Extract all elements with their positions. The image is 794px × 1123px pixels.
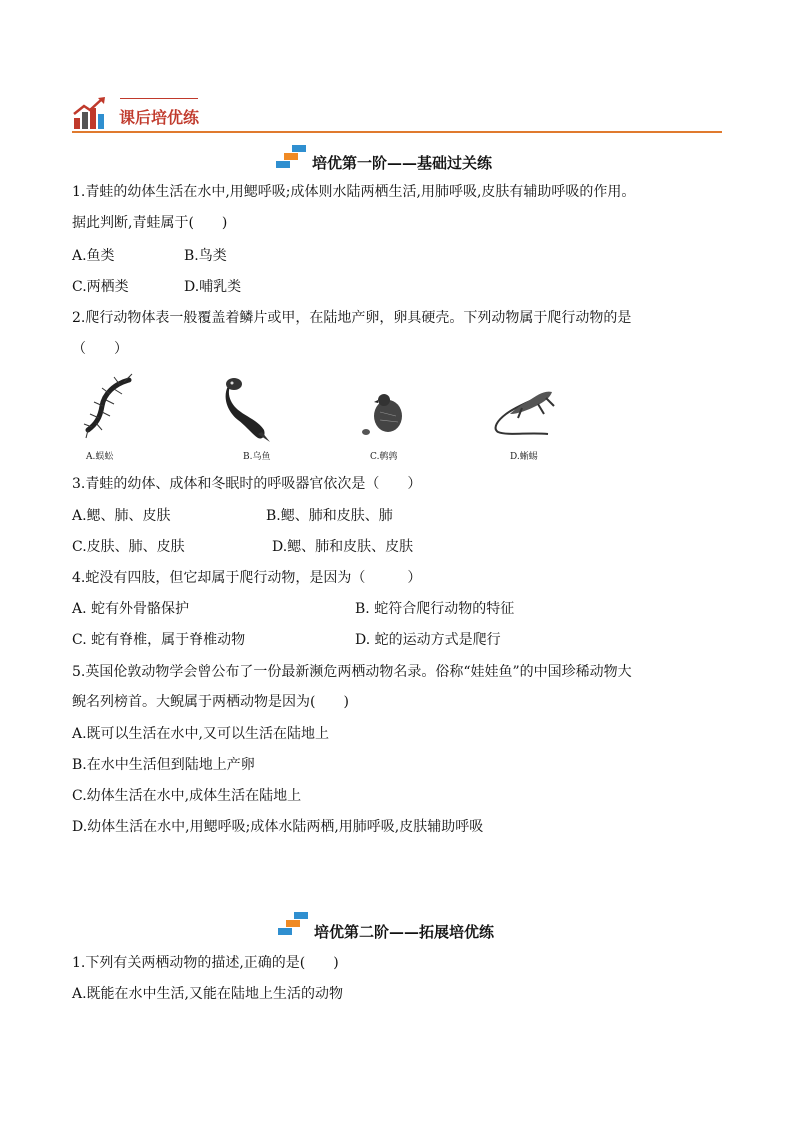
- header-title: 课后培优练: [119, 108, 200, 127]
- q2-stem-line1: 2.爬行动物体表一般覆盖着鳞片或甲，在陆地产卵，卵具硬壳。下列动物属于爬行动物的是: [72, 310, 632, 326]
- q4-option-c: C. 蛇有脊椎，属于脊椎动物: [72, 632, 246, 648]
- q2-stem-line2: （ ）: [72, 341, 128, 357]
- q3-option-c: C.皮肤、肺、皮肤: [72, 539, 185, 555]
- lizard-image: [488, 384, 564, 440]
- q1-option-b: B.鸟类: [184, 248, 227, 264]
- q3-option-d: D.鳃、肺和皮肤、皮肤: [272, 539, 414, 555]
- q5-option-b: B.在水中生活但到陆地上产卵: [72, 757, 255, 773]
- stair-icon: [278, 912, 316, 936]
- section2-title: 培优第二阶——拓展培优练: [314, 923, 495, 941]
- q4-option-a: A. 蛇有外骨骼保护: [72, 601, 190, 617]
- snakehead-fish-image: [222, 374, 282, 444]
- centipede-image: [74, 372, 144, 442]
- header-rule: [72, 131, 722, 133]
- q4-stem: 4.蛇没有四肢，但它却属于爬行动物，是因为（ ）: [72, 570, 422, 586]
- q1-stem-line1: 1.青蛙的幼体生活在水中,用鳃呼吸;成体则水陆两栖生活,用肺呼吸,皮肤有辅助呼吸的作用。: [72, 184, 636, 200]
- q5-stem-line2: 鲵名列榜首。大鲵属于两栖动物是因为( ): [72, 694, 349, 710]
- caption-c: C.鹌鹑: [370, 452, 398, 462]
- q1-option-c: C.两栖类: [72, 279, 129, 295]
- q5-option-c: C.幼体生活在水中,成体生活在陆地上: [72, 788, 302, 804]
- s2-q1-stem: 1.下列有关两栖动物的描述,正确的是( ): [72, 955, 339, 971]
- q4-option-b: B. 蛇符合爬行动物的特征: [355, 601, 515, 617]
- header-logo: [72, 96, 108, 130]
- q4-option-d: D. 蛇的运动方式是爬行: [355, 632, 501, 648]
- caption-b: B.乌鱼: [243, 452, 271, 462]
- bar-chart-icon: [72, 96, 108, 130]
- q1-option-d: D.哺乳类: [184, 279, 242, 295]
- section1-title: 培优第一阶——基础过关练: [312, 154, 493, 172]
- stair-icon: [276, 145, 314, 169]
- q1-option-a: A.鱼类: [72, 248, 115, 264]
- q3-option-b: B.鳃、肺和皮肤、肺: [266, 508, 393, 524]
- s2-q1-option-a: A.既能在水中生活,又能在陆地上生活的动物: [72, 986, 344, 1002]
- q5-option-a: A.既可以生活在水中,又可以生活在陆地上: [72, 726, 330, 742]
- q1-stem-line2: 据此判断,青蛙属于( ): [72, 215, 228, 231]
- q3-stem: 3.青蛙的幼体、成体和冬眠时的呼吸器官依次是（ ）: [72, 476, 422, 492]
- caption-a: A.蜈蚣: [86, 452, 114, 462]
- q3-option-a: A.鳃、肺、皮肤: [72, 508, 171, 524]
- header-thin-rule: [120, 98, 198, 99]
- q5-stem-line1: 5.英国伦敦动物学会曾公布了一份最新濒危两栖动物名录。俗称“娃娃鱼”的中国珍稀动物大: [72, 664, 632, 680]
- caption-d: D.蜥蜴: [510, 452, 538, 462]
- q5-option-d: D.幼体生活在水中,用鳃呼吸;成体水陆两栖,用肺呼吸,皮肤辅助呼吸: [72, 819, 484, 835]
- quail-image: [360, 390, 410, 438]
